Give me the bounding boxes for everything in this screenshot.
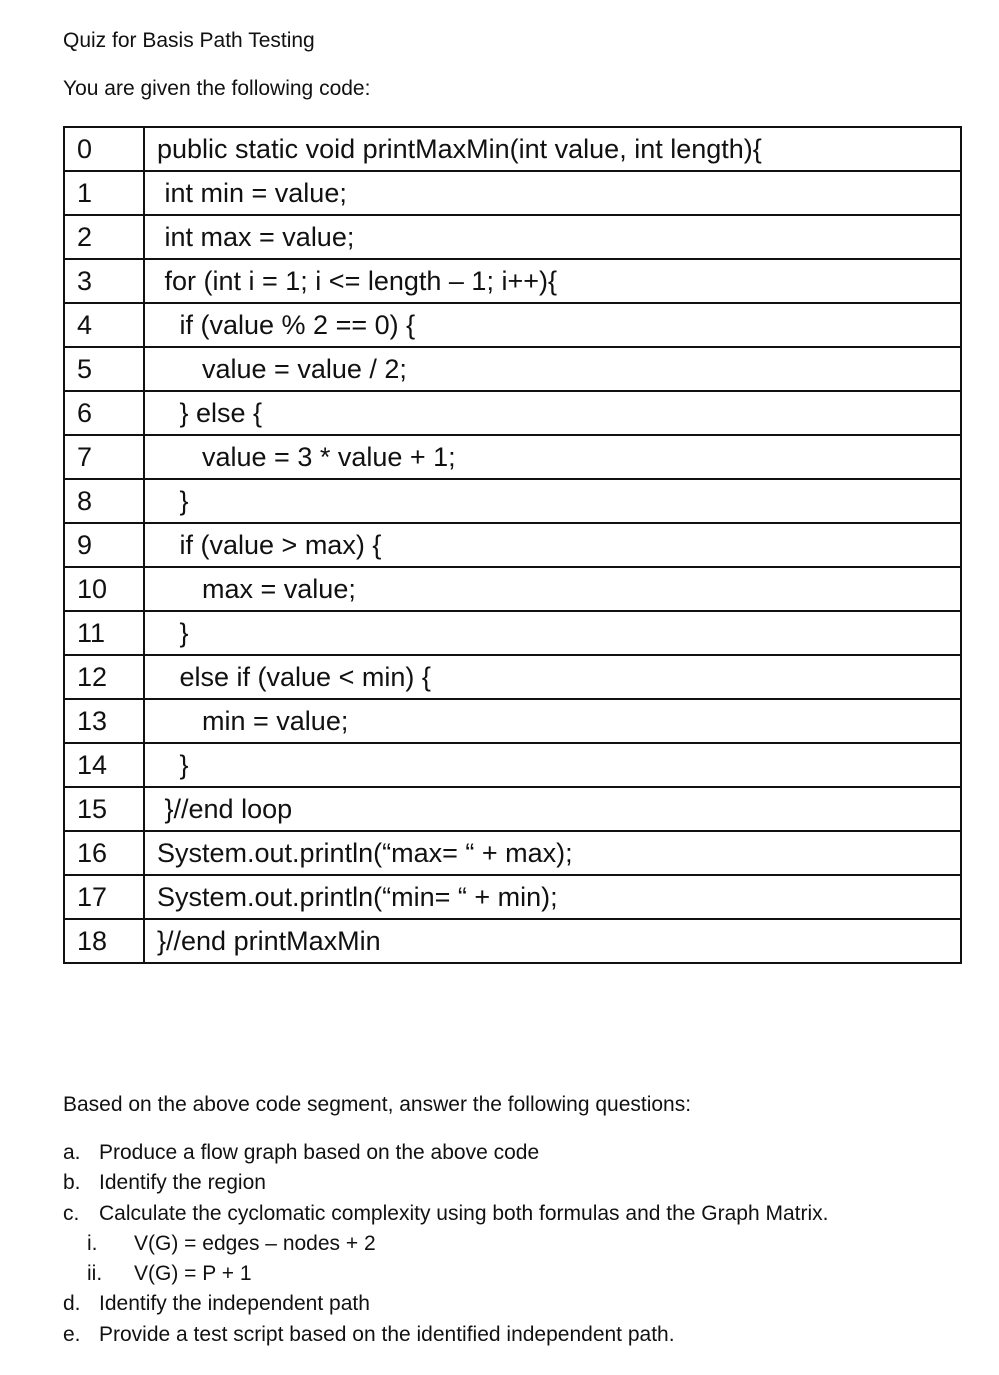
question-marker: d. <box>63 1292 81 1316</box>
code-row <box>64 787 961 831</box>
code-line: int min = value; <box>144 171 961 215</box>
code-row <box>64 347 961 391</box>
code-row <box>64 215 961 259</box>
code-line: int max = value; <box>144 215 961 259</box>
code-line: } <box>144 743 961 787</box>
intro-text: You are given the following code: <box>63 77 371 100</box>
code-line: for (int i = 1; i <= length – 1; i++){ <box>144 259 961 303</box>
code-table <box>63 126 962 964</box>
code-line: if (value % 2 == 0) { <box>144 303 961 347</box>
code-row <box>64 523 961 567</box>
code-row <box>64 875 961 919</box>
line-number: 6 <box>64 391 144 435</box>
line-number: 15 <box>64 787 144 831</box>
code-line: } <box>144 479 961 523</box>
question-marker: i. <box>87 1231 98 1255</box>
code-line: else if (value < min) { <box>144 655 961 699</box>
line-number: 3 <box>64 259 144 303</box>
quiz-title: Quiz for Basis Path Testing <box>63 29 315 52</box>
line-number: 9 <box>64 523 144 567</box>
question-text: Identify the independent path <box>99 1292 370 1316</box>
code-row <box>64 831 961 875</box>
code-line: }//end loop <box>144 787 961 831</box>
code-line: min = value; <box>144 699 961 743</box>
line-number: 12 <box>64 655 144 699</box>
line-number: 16 <box>64 831 144 875</box>
line-number: 13 <box>64 699 144 743</box>
question-marker: ii. <box>87 1262 103 1286</box>
code-row <box>64 303 961 347</box>
code-row <box>64 127 961 171</box>
line-number: 1 <box>64 171 144 215</box>
question-text: Calculate the cyclomatic complexity using both formulas and the Graph Matrix. <box>99 1201 829 1225</box>
question-text: V(G) = P + 1 <box>134 1262 252 1286</box>
code-row <box>64 259 961 303</box>
line-number: 8 <box>64 479 144 523</box>
code-row <box>64 699 961 743</box>
line-number: 0 <box>64 127 144 171</box>
line-number: 17 <box>64 875 144 919</box>
code-row <box>64 479 961 523</box>
question-marker: a. <box>63 1141 81 1164</box>
code-row <box>64 655 961 699</box>
code-table-body <box>64 127 961 963</box>
line-number: 7 <box>64 435 144 479</box>
code-line: value = 3 * value + 1; <box>144 435 961 479</box>
code-line: } <box>144 611 961 655</box>
code-row <box>64 171 961 215</box>
code-line: max = value; <box>144 567 961 611</box>
line-number: 14 <box>64 743 144 787</box>
code-row <box>64 919 961 963</box>
line-number: 10 <box>64 567 144 611</box>
code-row <box>64 391 961 435</box>
code-row <box>64 743 961 787</box>
code-line: }//end printMaxMin <box>144 919 961 963</box>
question-marker: c. <box>63 1201 80 1225</box>
question-text: V(G) = edges – nodes + 2 <box>134 1231 376 1255</box>
question-text: Produce a flow graph based on the above code <box>99 1141 540 1164</box>
question-text: Provide a test script based on the identified independent path. <box>99 1322 675 1346</box>
code-line: value = value / 2; <box>144 347 961 391</box>
question-text: Identify the region <box>99 1171 266 1195</box>
code-line: public static void printMaxMin(int value, int length){ <box>144 127 961 171</box>
question-marker: e. <box>63 1322 81 1346</box>
code-line: if (value > max) { <box>144 523 961 567</box>
line-number: 18 <box>64 919 144 963</box>
question-marker: b. <box>63 1171 81 1195</box>
line-number: 5 <box>64 347 144 391</box>
line-number: 2 <box>64 215 144 259</box>
code-line: System.out.println(“max= “ + max); <box>144 831 961 875</box>
questions-intro: Based on the above code segment, answer the following questions: <box>63 1093 692 1116</box>
line-number: 4 <box>64 303 144 347</box>
code-line: System.out.println(“min= “ + min); <box>144 875 961 919</box>
line-number: 11 <box>64 611 144 655</box>
code-line: } else { <box>144 391 961 435</box>
code-row <box>64 567 961 611</box>
code-row <box>64 611 961 655</box>
code-row <box>64 435 961 479</box>
